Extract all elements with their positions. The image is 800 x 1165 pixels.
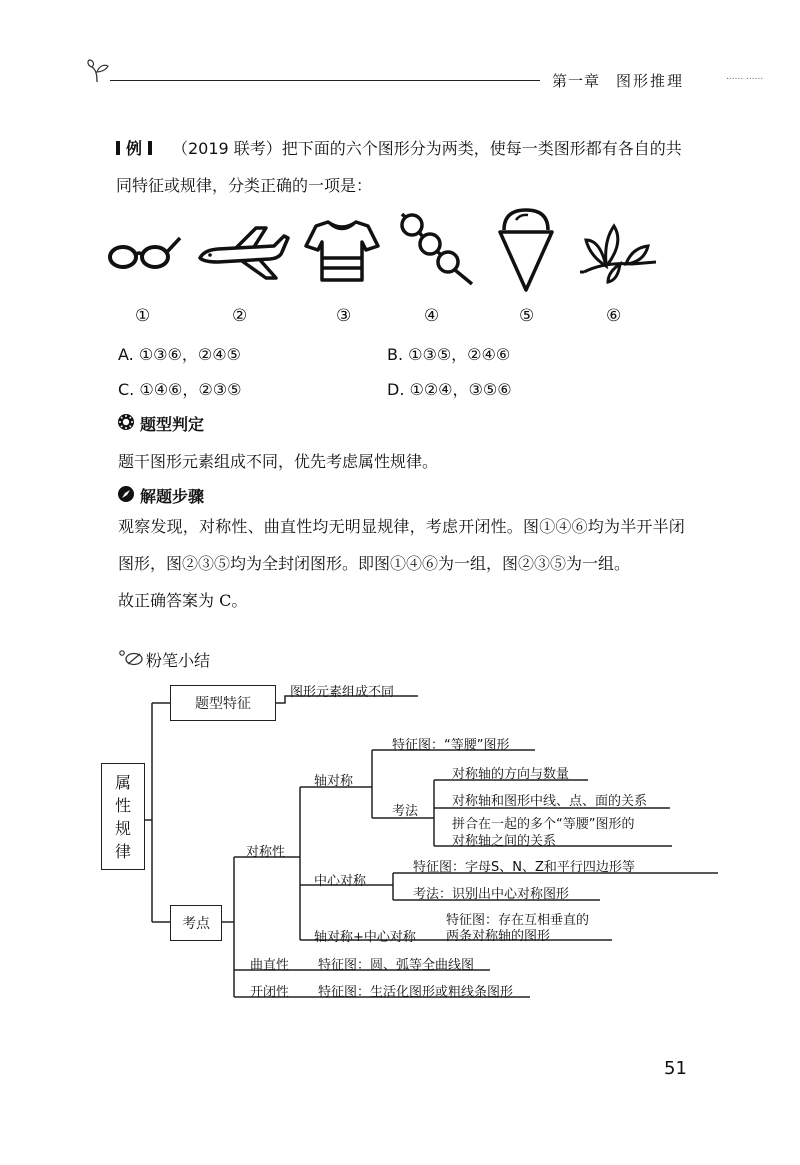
section1-title: 题型判定 bbox=[140, 415, 205, 434]
question-line-1: （2019 联考）把下面的六个图形分为两类，使每一类图形都有各自的共 bbox=[172, 139, 682, 158]
mm-axis-feature: 特征图：“等腰”图形 bbox=[392, 738, 510, 753]
mm-open-feature: 特征图：生活化图形或粗线条图形 bbox=[318, 985, 514, 1000]
option-b: B. ①③⑤，②④⑥ bbox=[387, 345, 511, 364]
mm-axis-m1: 对称轴的方向与数量 bbox=[452, 767, 570, 782]
summary-title: 粉笔小结 bbox=[146, 651, 211, 670]
question-line-2: 同特征或规律，分类正确的一项是： bbox=[116, 176, 373, 195]
mm-axis-m2: 对称轴和图形中线、点、面的关系 bbox=[452, 794, 648, 809]
mindmap-node-question-type bbox=[170, 685, 276, 721]
mm-curve: 曲直性 bbox=[250, 958, 290, 973]
mm-axis-m3a: 拼合在一起的多个“等腰”图形的 bbox=[452, 817, 635, 832]
node-test-points-label: 考点 bbox=[182, 916, 210, 932]
mm-axis: 轴对称 bbox=[314, 774, 354, 789]
figure-label-6: ⑥ bbox=[606, 306, 622, 326]
page-number: 51 bbox=[664, 1058, 687, 1079]
root-char-1: 属 bbox=[114, 772, 131, 792]
node-question-type-label: 题型特征 bbox=[195, 696, 251, 712]
header-dots: ...... ...... bbox=[726, 72, 764, 82]
mm-center-method: 考法：识别出中心对称图形 bbox=[413, 887, 570, 902]
mm-n1-leaf: 图形元素组成不同 bbox=[290, 685, 395, 700]
section2-answer: 故正确答案为 C。 bbox=[118, 591, 248, 610]
mindmap-root bbox=[101, 763, 145, 870]
question-tag-text: 例 bbox=[126, 139, 143, 158]
root-char-4: 律 bbox=[114, 841, 131, 861]
mm-center: 中心对称 bbox=[314, 874, 367, 889]
chapter-label: 第一章 bbox=[552, 72, 601, 90]
mm-axis-method: 考法 bbox=[392, 804, 419, 819]
section2-title: 解题步骤 bbox=[140, 487, 205, 506]
section2-line-1: 观察发现，对称性、曲直性均无明显规律，考虑开闭性。图①④⑥均为半开半闭 bbox=[118, 517, 686, 536]
option-c: C. ①④⑥，②③⑤ bbox=[118, 380, 242, 399]
figure-label-1: ① bbox=[135, 306, 151, 326]
mm-open: 开闭性 bbox=[250, 985, 290, 1000]
option-a: A. ①③⑥，②④⑤ bbox=[118, 345, 241, 364]
mm-both-feature-a: 特征图：存在互相垂直的 bbox=[446, 913, 590, 928]
mm-center-feature: 特征图：字母S、N、Z和平行四边形等 bbox=[413, 860, 635, 875]
mm-curve-feature: 特征图：圆、弧等全曲线图 bbox=[318, 958, 475, 973]
section2-line-2: 图形，图②③⑤均为全封闭图形。即图①④⑥为一组，图②③⑤为一组。 bbox=[118, 554, 631, 573]
figure-label-2: ② bbox=[232, 306, 248, 326]
root-char-2: 性 bbox=[114, 795, 131, 815]
mm-both-feature-b: 两条对称轴的图形 bbox=[446, 929, 551, 944]
mm-both: 轴对称+中心对称 bbox=[314, 930, 416, 945]
option-d: D. ①②④，③⑤⑥ bbox=[387, 380, 512, 399]
mindmap-node-test-points bbox=[170, 905, 222, 941]
section-label: 图形推理 bbox=[616, 72, 685, 90]
root-char-3: 规 bbox=[114, 818, 131, 838]
mm-sym: 对称性 bbox=[246, 845, 286, 860]
mm-axis-m3b: 对称轴之间的关系 bbox=[452, 834, 557, 849]
figure-label-5: ⑤ bbox=[519, 306, 535, 326]
figure-label-4: ④ bbox=[424, 306, 440, 326]
section1-text: 题干图形元素组成不同，优先考虑属性规律。 bbox=[118, 452, 439, 471]
figure-label-3: ③ bbox=[336, 306, 352, 326]
